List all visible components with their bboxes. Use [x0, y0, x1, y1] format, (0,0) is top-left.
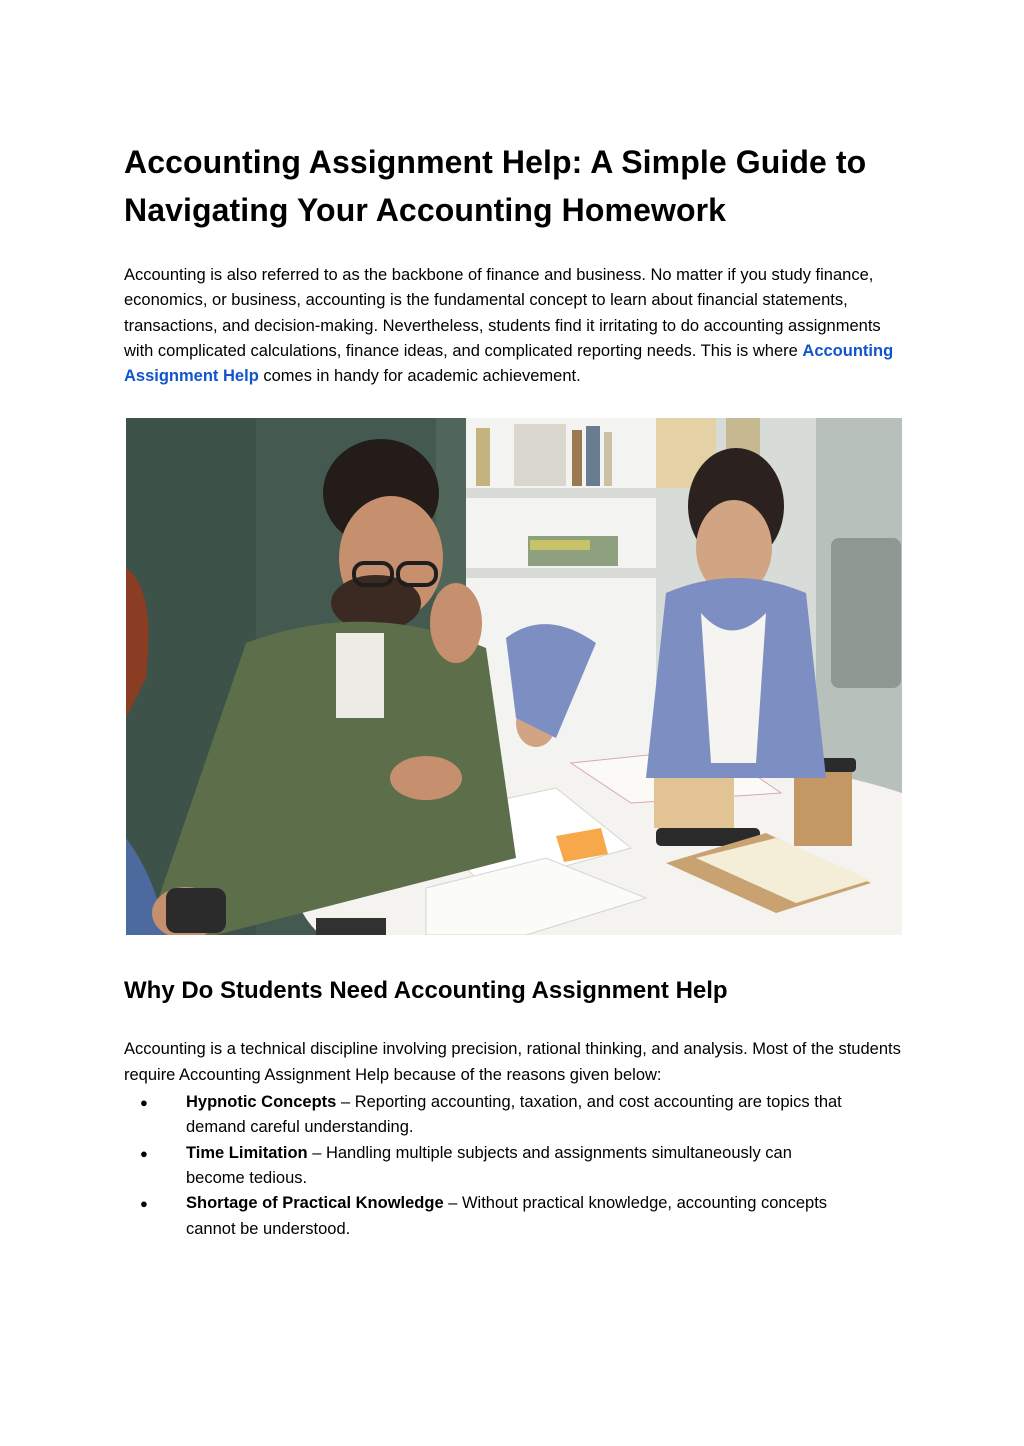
intro-text-after-link: comes in handy for academic achievement.: [258, 367, 581, 386]
list-item-term: Shortage of Practical Knowledge: [186, 1194, 444, 1213]
list-item: [124, 1191, 846, 1242]
intro-paragraph: [124, 263, 904, 389]
accounting-assignment-help-link[interactable]: Accounting Assignment Help: [124, 341, 894, 386]
list-item-term: Time Limitation: [186, 1143, 308, 1162]
page-title: Accounting Assignment Help: A Simple Guide to Navigating Your Accounting Homework: [124, 144, 867, 228]
bullet-icon: ●: [140, 1145, 148, 1161]
reasons-list: [124, 1090, 904, 1242]
intro-text-before-link: Accounting is also referred to as the backbone of finance and business. No matter if you study finance, economics, or business, accounting is the fundamental concept to learn about financial statements, transactions, and decision-making. Nevertheless, students find it irritating to do accounting assignments with complicated calculations, finance ideas, and complicated reporting needs. This is where: [124, 266, 881, 360]
document-page: [124, 138, 904, 1242]
list-item-text: – Reporting accounting, taxation, and cost accounting are topics that demand careful understanding.: [186, 1093, 842, 1137]
students-studying-photo: [126, 418, 902, 935]
section-heading: Why Do Students Need Accounting Assignment Help: [124, 977, 728, 1005]
list-item: [124, 1141, 846, 1192]
bullet-icon: ●: [140, 1196, 148, 1212]
list-item-term: Hypnotic Concepts: [186, 1093, 337, 1112]
bullet-icon: ●: [140, 1095, 148, 1111]
list-item-text: – Handling multiple subjects and assignments simultaneously can become tedious.: [186, 1143, 792, 1187]
list-item-text: – Without practical knowledge, accounting concepts cannot be understood.: [186, 1194, 828, 1238]
section-paragraph: Accounting is a technical discipline involving precision, rational thinking, and analysis. Most of the students require Accounting Assignment Help because of the reasons given below:: [124, 1040, 901, 1084]
list-item: [124, 1090, 846, 1141]
